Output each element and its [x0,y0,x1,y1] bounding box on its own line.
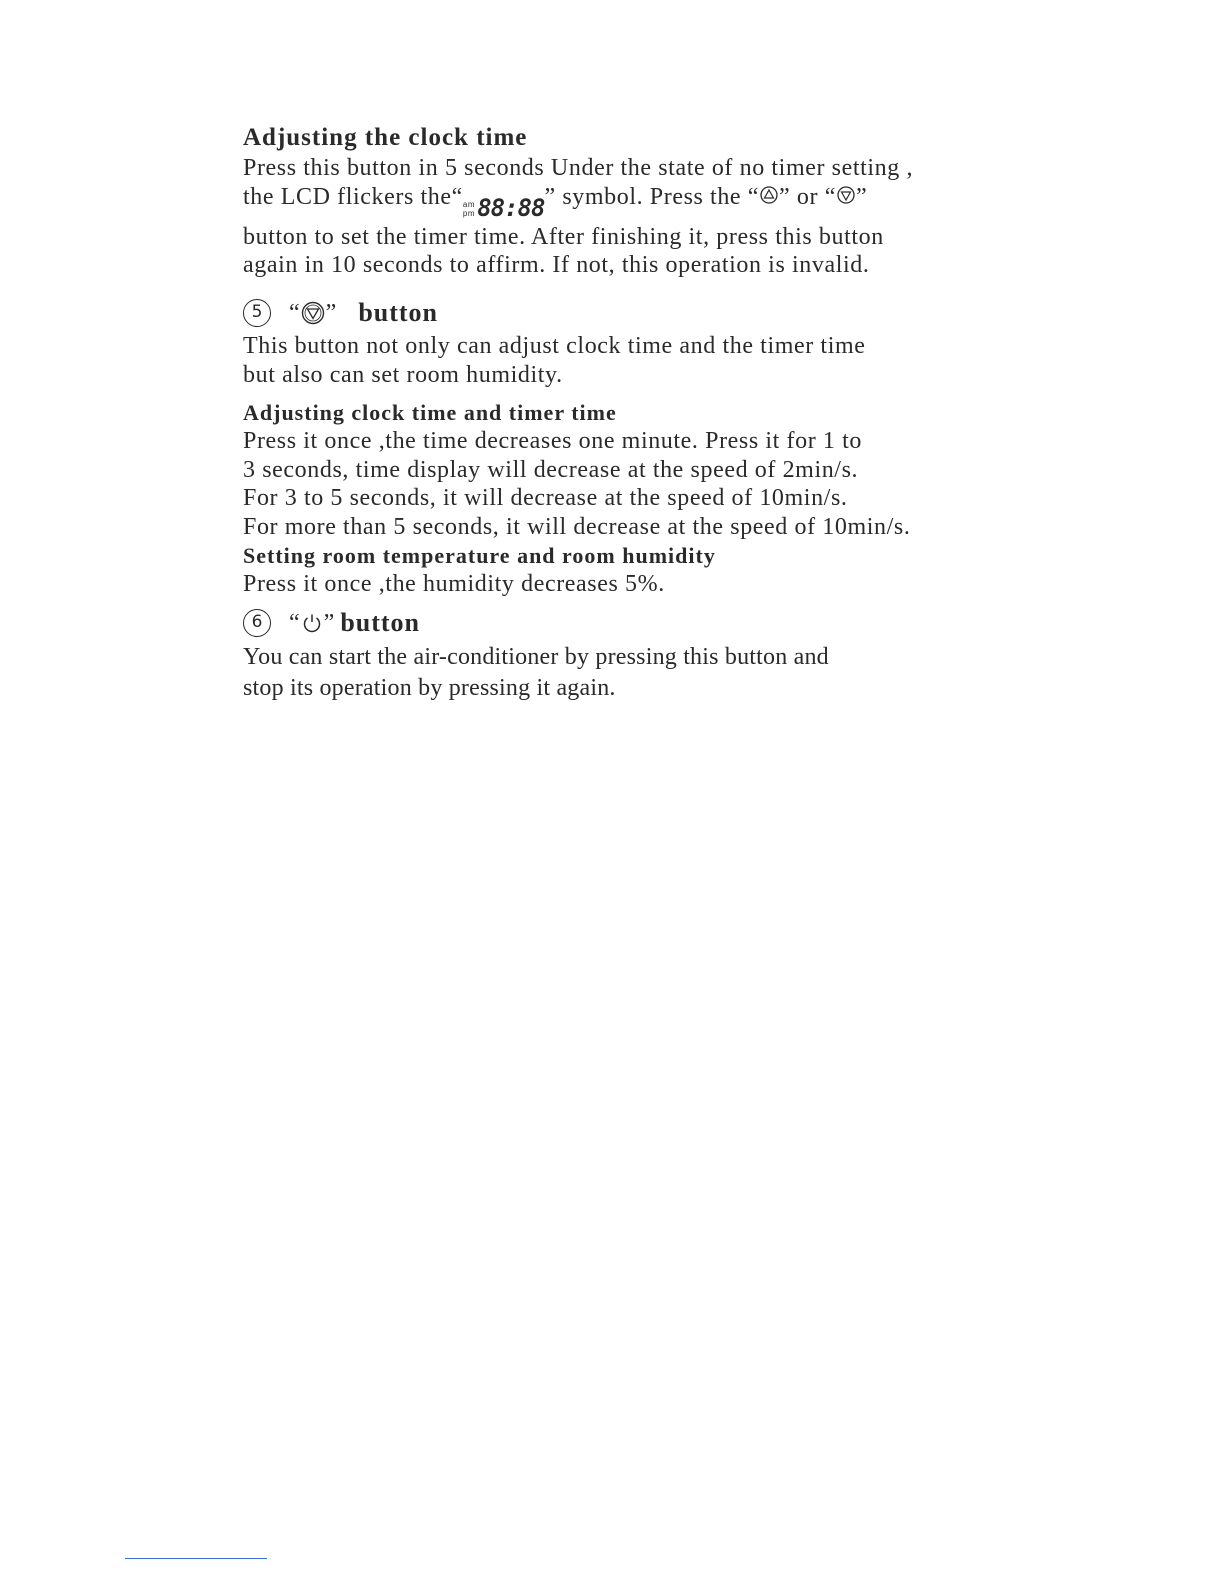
button-6-line-2: stop its operation by pressing it again. [243,675,616,702]
subheading-room-temp: Setting room temperature and room humidity [243,542,716,568]
clock-line-2: the LCD flickers the“ am pm 88:88 ” symbol. Press the “ ” or “ ” [243,183,868,223]
subheading-adjust-clock: Adjusting clock time and timer time [243,400,617,426]
button-5-desc-2: but also can set room humidity. [243,361,563,388]
clock-line-2-a: the LCD flickers the [243,183,452,210]
button-6-label: button [340,608,421,638]
button-5-symbol: “ ” [289,299,337,326]
lcd-clock-symbol [463,194,545,223]
sub2-line-1: Press it once ,the humidity decreases 5%. [243,570,665,597]
button-5-heading [243,294,1003,332]
sub1-line-3: For 3 to 5 seconds, it will decrease at the speed of 10min/s. [243,485,848,512]
button-6-heading [243,604,1003,642]
footer-rule [125,1558,267,1559]
button-6-line-1: You can start the air-conditioner by pressing this button and [243,644,829,671]
lcd-pm-label: pm [462,208,476,218]
sub1-line-1: Press it once ,the time decreases one minute. Press it for 1 to [243,428,862,455]
down-triangle-circle-icon [300,300,326,326]
lcd-digits: 88:88 [477,194,545,223]
button-5-desc-1: This button not only can adjust clock time and the timer time [243,333,866,360]
lcd-am-label: am [462,199,476,209]
button-5-label: button [358,298,439,328]
clock-line-1: Press this button in 5 seconds Under the state of no timer setting , [243,155,914,181]
manual-page [243,122,1003,704]
clock-line-3: button to set the timer time. After finishing it, press this button [243,223,884,250]
clock-line-2-b: symbol. Press the [562,183,742,210]
sub1-line-2: 3 seconds, time display will decrease at the speed of 2min/s. [243,456,859,483]
or-text: or [796,183,819,210]
circled-number-6: 6 [243,609,271,637]
power-icon [300,611,324,635]
clock-heading: Adjusting the clock time [243,124,528,151]
down-triangle-circle-icon [836,184,856,213]
up-triangle-circle-icon [759,184,779,213]
clock-line-4: again in 10 seconds to affirm. If not, this operation is invalid. [243,252,870,279]
button-6-symbol: “ ” [289,609,335,636]
sub1-line-4: For more than 5 seconds, it will decrease at the speed of 10min/s. [243,514,911,541]
circled-number-5: 5 [243,299,271,327]
